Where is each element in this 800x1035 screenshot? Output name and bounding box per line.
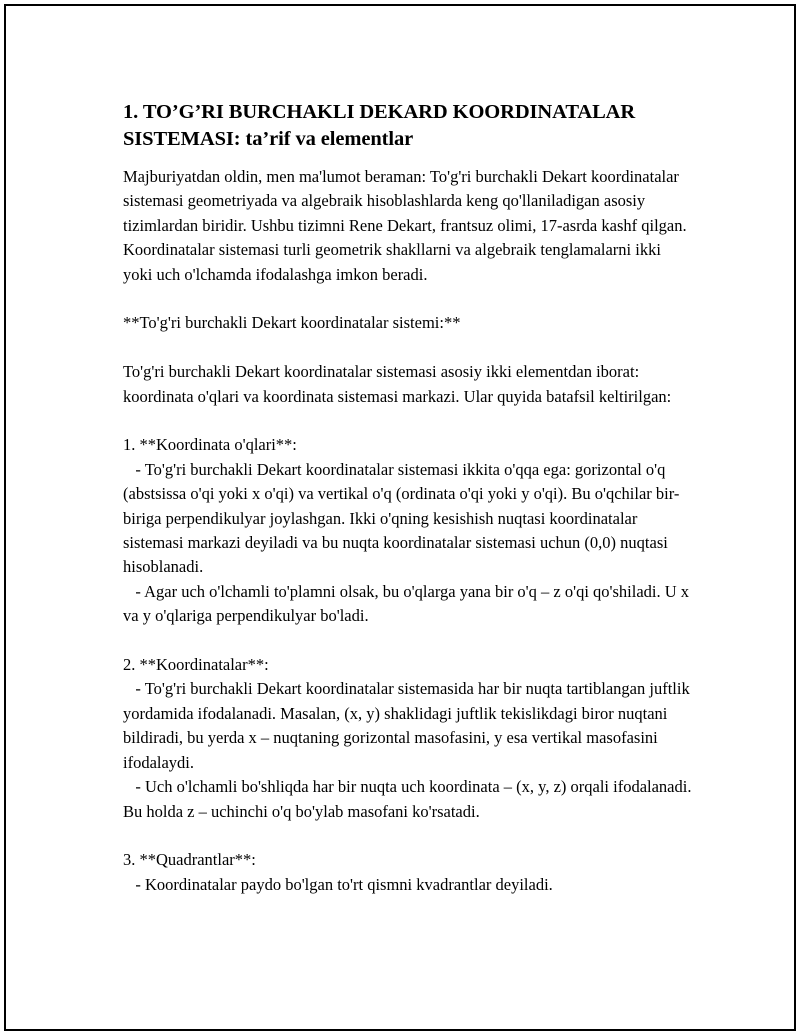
page-frame — [4, 4, 796, 1031]
paragraph-gap — [123, 287, 693, 311]
paragraph-gap — [123, 336, 693, 360]
paragraph-gap — [123, 409, 693, 433]
paragraph-coordinates: 2. **Koordinatalar**: - To'g'ri burchakli Dekart koordinatalar sistemasida har bir nuqta tartiblangan juftlik yordamida ifodalanadi. Masalan, (x, y) shaklidagi juftlik tekislikdagi biror nuqtani bildiradi, bu yerda x – nuqtaning gorizontal masofasini, y esa vertikal masofasini ifodalaydi. - Uch o'lchamli bo'shliqda har bir nuqta uch koordinata – (x, y, z) orqali ifodalanadi. Bu holda z – uchinchi o'q bo'ylab masofani ko'rsatadi. — [123, 655, 692, 821]
paragraph-gap — [123, 629, 693, 653]
paragraph-gap — [123, 824, 693, 848]
paragraph-subheading: **To'g'ri burchakli Dekart koordinatalar sistemi:** — [123, 313, 461, 333]
paragraph-elements-intro: To'g'ri burchakli Dekart koordinatalar sistemasi asosiy ikki elementdan iborat: koordinata o'qlari va koordinata sistemasi markazi. Ular quyida batafsil keltirilgan: — [123, 362, 672, 406]
document-title: 1. TO’G’RI BURCHAKLI DEKARD KOORDINATALAR SISTEMASI: ta’rif va elementlar — [123, 101, 636, 150]
paragraph-axes: 1. **Koordinata o'qlari**: - To'g'ri burchakli Dekart koordinatalar sistemasi ikkita o'qqa ega: gorizontal o'q (abstsissa o'qi yoki x o'qi) va vertikal o'q (ordinata o'qi yoki y o'qi). Bu o'qchilar bir-biriga perpendikulyar joylashgan. Ikki o'qning kesishish nuqtasi koordinatalar sistemasi markazi deyiladi va bu nuqta koordinatalar sistemasi uchun (0,0) nuqtasi hisoblanadi. - Agar uch o'lchamli to'plamni olsak, bu o'qlarga yana bir o'q – z o'qi qo'shiladi. U x va y o'qlariga perpendikulyar bo'ladi. — [123, 435, 690, 626]
document-body — [123, 99, 693, 897]
paragraph-quadrants: 3. **Quadrantlar**: - Koordinatalar paydo bo'lgan to'rt qismni kvadrantlar deyiladi. — [123, 850, 553, 894]
paragraph-intro: Majburiyatdan oldin, men ma'lumot beraman: To'g'ri burchakli Dekart koordinatalar sistemasi geometriyada va algebraik hisoblashlarda keng qo'llaniladigan asosiy tizimlardan biridir. Ushbu tizimni Rene Dekart, frantsuz olimi, 17-asrda kashf qilgan. Koordinatalar sistemasi turli geometrik shakllarni va algebraik tenglamalarni ikki yoki uch o'lchamda ifodalashga imkon beradi. — [123, 167, 691, 284]
